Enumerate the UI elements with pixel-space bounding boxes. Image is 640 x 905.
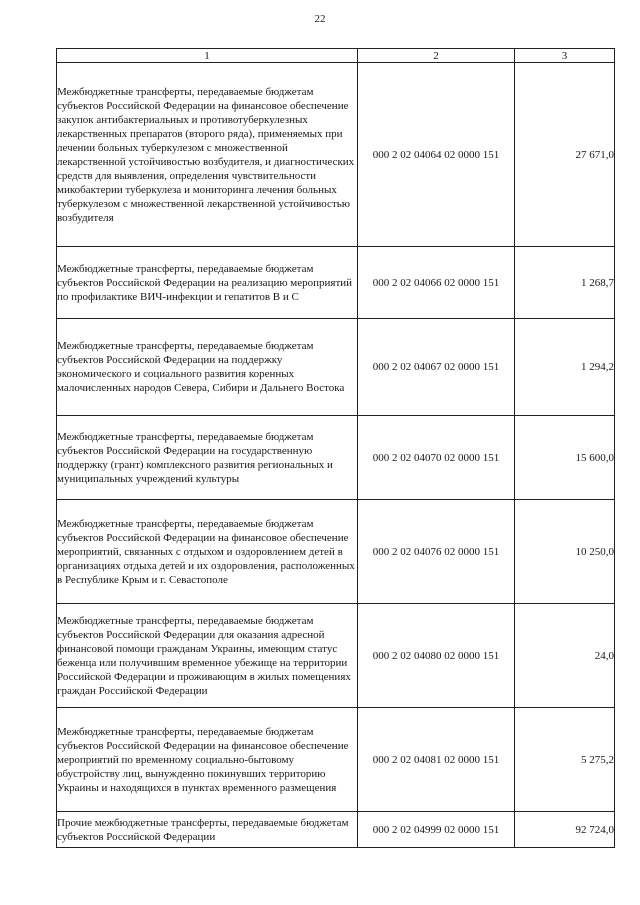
- row-description: Межбюджетные трансферты, передаваемые бюджетам субъектов Российской Федерации на финансовое обеспечение мероприятий по временному социально-бытовому обустройству лиц, вынужденно покинувших территорию Украины и находящихся в пунктах временного размещения: [57, 708, 358, 812]
- column-header-3: 3: [515, 49, 615, 63]
- row-budget-code: 000 2 02 04064 02 0000 151: [358, 63, 515, 247]
- row-description: Межбюджетные трансферты, передаваемые бюджетам субъектов Российской Федерации на финансовое обеспечение мероприятий, связанных с отдыхом и оздоровлением детей в организациях отдыха детей и их оздоровления, расположенных в Республике Крым и г. Севастополе: [57, 500, 358, 604]
- row-description: Прочие межбюджетные трансферты, передаваемые бюджетам субъектов Российской Федерации: [57, 812, 358, 848]
- row-amount: 92 724,0: [515, 812, 615, 848]
- row-description: Межбюджетные трансферты, передаваемые бюджетам субъектов Российской Федерации на реализацию мероприятий по профилактике ВИЧ-инфекции и гепатитов В и С: [57, 247, 358, 319]
- table-row: [57, 319, 615, 416]
- table-header-row: [57, 49, 615, 63]
- table-row: [57, 708, 615, 812]
- row-amount: 1 268,7: [515, 247, 615, 319]
- column-header-2: 2: [358, 49, 515, 63]
- row-amount: 27 671,0: [515, 63, 615, 247]
- page-number: 22: [314, 13, 326, 25]
- row-budget-code: 000 2 02 04076 02 0000 151: [358, 500, 515, 604]
- row-budget-code: 000 2 02 04080 02 0000 151: [358, 604, 515, 708]
- table-row: [57, 812, 615, 848]
- row-description: Межбюджетные трансферты, передаваемые бюджетам субъектов Российской Федерации на поддержку экономического и социального развития коренных малочисленных народов Севера, Сибири и Дальнего Востока: [57, 319, 358, 416]
- row-budget-code: 000 2 02 04067 02 0000 151: [358, 319, 515, 416]
- table-row: [57, 500, 615, 604]
- table-row: [57, 604, 615, 708]
- row-budget-code: 000 2 02 04999 02 0000 151: [358, 812, 515, 848]
- row-description: Межбюджетные трансферты, передаваемые бюджетам субъектов Российской Федерации на финансовое обеспечение закупок антибактериальных и противотуберкулезных лекарственных препаратов (второго ряда), применяемых при лечении больных туберкулезом с множественной лекарственной устойчивостью возбудителя, и диагностических средств для выявления, определения чувствительности микобактерии туберкулеза и мониторинга лечения больных туберкулезом с множественной лекарственной устойчивостью возбудителя: [57, 63, 358, 247]
- table-row: [57, 416, 615, 500]
- column-header-1: 1: [57, 49, 358, 63]
- row-amount: 5 275,2: [515, 708, 615, 812]
- table-row: [57, 63, 615, 247]
- row-amount: 10 250,0: [515, 500, 615, 604]
- row-budget-code: 000 2 02 04070 02 0000 151: [358, 416, 515, 500]
- row-amount: 24,0: [515, 604, 615, 708]
- row-amount: 15 600,0: [515, 416, 615, 500]
- row-amount: 1 294,2: [515, 319, 615, 416]
- table-row: [57, 247, 615, 319]
- row-description: Межбюджетные трансферты, передаваемые бюджетам субъектов Российской Федерации для оказания адресной финансовой помощи гражданам Украины, имеющим статус беженца или получившим временное убежище на территории Российской Федерации и проживающим в жилых помещениях граждан Российской Федерации: [57, 604, 358, 708]
- row-budget-code: 000 2 02 04081 02 0000 151: [358, 708, 515, 812]
- row-budget-code: 000 2 02 04066 02 0000 151: [358, 247, 515, 319]
- row-description: Межбюджетные трансферты, передаваемые бюджетам субъектов Российской Федерации на государственную поддержку (грант) комплексного развития региональных и муниципальных учреждений культуры: [57, 416, 358, 500]
- budget-transfers-table: [56, 48, 615, 848]
